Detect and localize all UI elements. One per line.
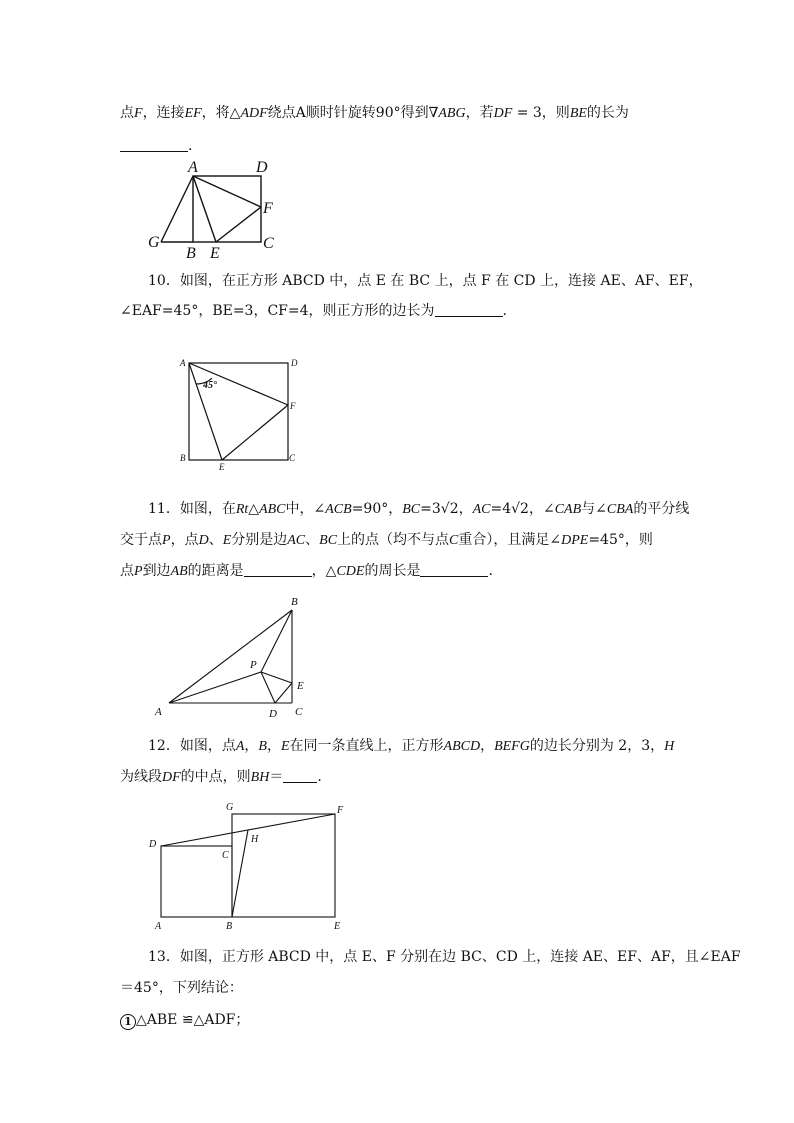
label-H: H bbox=[251, 834, 259, 845]
label-A: A bbox=[180, 358, 186, 368]
angle-45-label: 45° bbox=[203, 380, 217, 391]
label-D: D bbox=[269, 708, 277, 720]
label-F: F bbox=[290, 401, 296, 411]
q10-text-line1: 10．如图，在正方形 ABCD 中，点 E 在 BC 上，点 F 在 CD 上，连接 AE、AF、EF， bbox=[148, 273, 703, 289]
q9-answer-line: . bbox=[120, 137, 192, 155]
q12-text-line1: 12．如图，点A，B，E在同一条直线上，正方形ABCD，BEFG的边长分别为 2，3，H bbox=[148, 738, 675, 754]
label-D: D bbox=[256, 159, 268, 176]
label-D: D bbox=[149, 839, 157, 850]
label-C: C bbox=[263, 235, 274, 252]
q12-text-line2: 为线段DF的中点，则BH＝ . bbox=[120, 769, 322, 785]
q9-text-line1: 点F，连接EF，将△ADF绕点A顺时针旋转90°得到∇ABG，若DF = 3，则BE的长为 bbox=[120, 105, 629, 121]
label-E: E bbox=[334, 921, 341, 932]
label-B: B bbox=[291, 596, 298, 608]
label-E: E bbox=[297, 680, 304, 692]
label-B: B bbox=[186, 245, 196, 262]
label-A: A bbox=[188, 159, 198, 176]
label-G: G bbox=[148, 234, 160, 251]
label-D: D bbox=[291, 358, 298, 368]
q11-text-line2: 交于点P，点D、E分别是边AC、BC上的点（均不与点C重合），且满足∠DPE=45°，则 bbox=[120, 532, 653, 548]
label-E: E bbox=[219, 462, 225, 472]
q13-text-line1: 13．如图，正方形 ABCD 中，点 E、F 分别在边 BC、CD 上，连接 AE、EF、AF，且∠EAF bbox=[148, 949, 741, 965]
label-F: F bbox=[337, 805, 344, 816]
q13-item-1: 1 △ABE ≌△ADF； bbox=[120, 1011, 249, 1030]
label-B: B bbox=[226, 921, 233, 932]
label-C: C bbox=[295, 706, 303, 718]
label-C: C bbox=[222, 850, 229, 861]
label-A: A bbox=[155, 921, 162, 932]
label-F: F bbox=[263, 200, 273, 217]
label-E: E bbox=[210, 245, 220, 262]
circled-number: 1 bbox=[120, 1014, 136, 1030]
label-A: A bbox=[155, 706, 162, 718]
label-G: G bbox=[226, 802, 234, 813]
q10-text-line2: ∠EAF=45°，BE=3，CF=4，则正方形的边长为 . bbox=[120, 303, 507, 319]
q11-text-line3: 点P到边AB的距离是 ，△CDE的周长是 . bbox=[120, 563, 493, 579]
q11-text-line1: 11．如图，在Rt△ABC中，∠ACB=90°，BC=3√2，AC=4√2，∠CAB与∠CBA的平分线 bbox=[148, 501, 690, 517]
q13-text-line2: ＝45°，下列结论： bbox=[120, 980, 243, 996]
label-P: P bbox=[250, 659, 257, 671]
label-B: B bbox=[180, 453, 186, 463]
label-C: C bbox=[289, 453, 296, 463]
